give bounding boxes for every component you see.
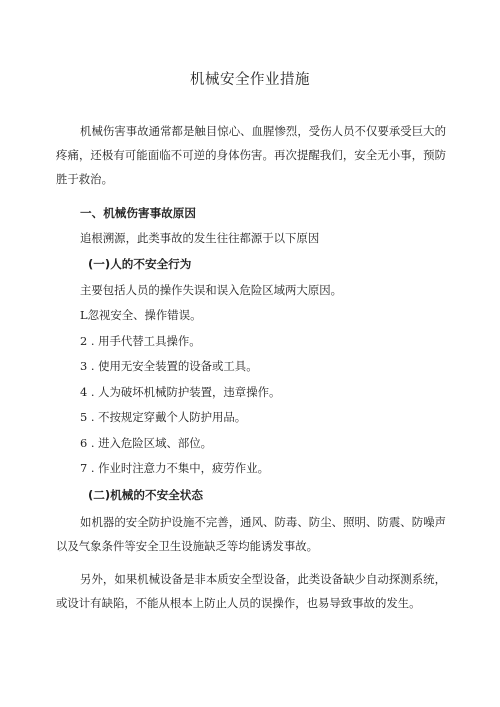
subsection-2-paragraph-1: 如机器的安全防护设施不完善，通风、防毒、防尘、照明、防震、防噪声以及气象条件等安全卫生设施缺乏等均能诱发事故。 [56,515,446,554]
list-item: 3 . 使用无安全装置的设备或工具。 [80,359,258,373]
subsection-1-lead: 主要包括人员的操作失误和误入危险区域两大原因。 [80,283,342,297]
list-item: L忽视安全、操作错误。 [80,308,202,322]
document-title: 机械安全作业措施 [190,72,310,88]
section-1-heading: 一、机械伤害事故原因 [80,206,196,220]
section-1-lead: 追根溯源，此类事故的发生往往都源于以下原因 [80,231,320,245]
list-item: 2 . 用手代替工具操作。 [80,334,201,348]
intro-paragraph: 机械伤害事故通常都是触目惊心、血腥惨烈，受伤人员不仅要承受巨大的疼痛，还极有可能面临不可逆的身体伤害。再次提醒我们，安全无小事，预防胜于救治。 [56,124,446,187]
list-item: 5 . 不按规定穿戴个人防护用品。 [80,410,247,424]
subsection-2-heading: (二)机械的不安全状态 [88,488,203,502]
list-item: 4 . 人为破坏机械防护装置，违章操作。 [80,385,281,399]
subsection-1-heading: (一)人的不安全行为 [88,257,192,271]
subsection-2-paragraph-2: 另外，如果机械设备是非本质安全型设备，此类设备缺少自动探测系统，或设计有缺陷，不能从根本上防止人员的误操作，也易导致事故的发生。 [56,572,446,611]
list-item: 6 . 进入危险区域、部位。 [80,436,213,450]
list-item: 7 . 作业时注意力不集中，疲劳作业。 [80,461,269,475]
